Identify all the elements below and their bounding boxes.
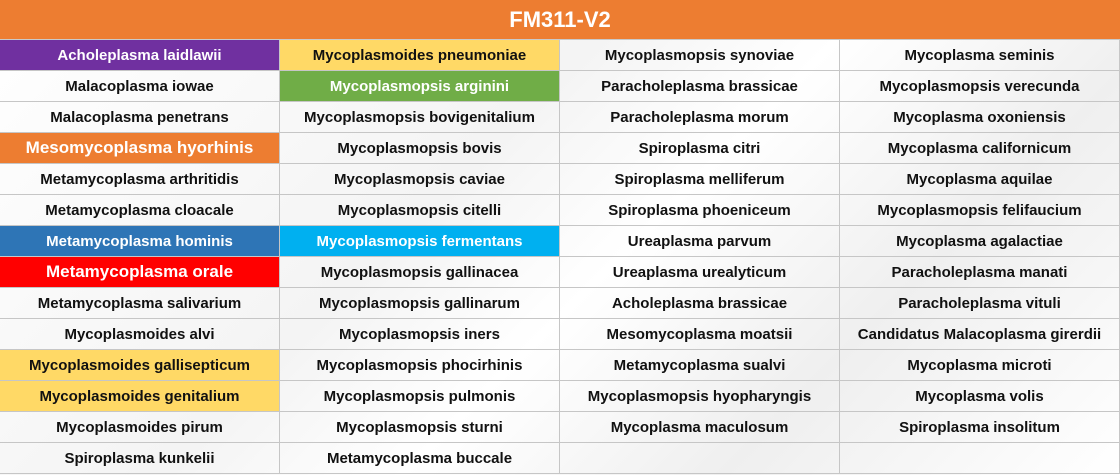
table-cell: Mycoplasma oxoniensis	[840, 102, 1120, 133]
table-cell: Mesomycoplasma moatsii	[560, 319, 840, 350]
table-cell: Mycoplasmoides genitalium	[0, 381, 280, 412]
table-cell: Metamycoplasma sualvi	[560, 350, 840, 381]
table-cell: Metamycoplasma buccale	[280, 443, 560, 474]
table-cell: Mycoplasma aquilae	[840, 164, 1120, 195]
table-cell: Mycoplasmopsis bovis	[280, 133, 560, 164]
table-cell: Spiroplasma melliferum	[560, 164, 840, 195]
table-cell: Mycoplasma volis	[840, 381, 1120, 412]
table-cell: Candidatus Malacoplasma girerdii	[840, 319, 1120, 350]
table-cell: Paracholeplasma brassicae	[560, 71, 840, 102]
table-cell: Mycoplasmopsis bovigenitalium	[280, 102, 560, 133]
table-cell: Mycoplasmopsis gallinacea	[280, 257, 560, 288]
table-cell: Acholeplasma brassicae	[560, 288, 840, 319]
table-cell: Ureaplasma parvum	[560, 226, 840, 257]
table-cell: Acholeplasma laidlawii	[0, 40, 280, 71]
table-title: FM311-V2	[0, 0, 1120, 40]
table-cell: Metamycoplasma orale	[0, 257, 280, 288]
table-cell: Mycoplasmopsis gallinarum	[280, 288, 560, 319]
table-cell: Metamycoplasma cloacale	[0, 195, 280, 226]
table-cell: Mycoplasma californicum	[840, 133, 1120, 164]
table-cell: Malacoplasma penetrans	[0, 102, 280, 133]
table-cell: Mycoplasmopsis hyopharyngis	[560, 381, 840, 412]
table-cell: Mesomycoplasma hyorhinis	[0, 133, 280, 164]
table-cell: Mycoplasmoides pirum	[0, 412, 280, 443]
table-cell: Mycoplasmopsis sturni	[280, 412, 560, 443]
table-cell: Mycoplasma maculosum	[560, 412, 840, 443]
table-cell: Paracholeplasma manati	[840, 257, 1120, 288]
table-cell: Mycoplasmopsis synoviae	[560, 40, 840, 71]
table-cell: Mycoplasmopsis pulmonis	[280, 381, 560, 412]
table-cell: Mycoplasmopsis arginini	[280, 71, 560, 102]
table-cell: Mycoplasmopsis felifaucium	[840, 195, 1120, 226]
table-cell: Paracholeplasma morum	[560, 102, 840, 133]
table-cell: Metamycoplasma hominis	[0, 226, 280, 257]
table-cell: Mycoplasmopsis caviae	[280, 164, 560, 195]
table-cell: Mycoplasma microti	[840, 350, 1120, 381]
table-cell: Spiroplasma insolitum	[840, 412, 1120, 443]
table-cell: Paracholeplasma vituli	[840, 288, 1120, 319]
table-cell: Metamycoplasma salivarium	[0, 288, 280, 319]
table-cell: Malacoplasma iowae	[0, 71, 280, 102]
table-cell: Spiroplasma phoeniceum	[560, 195, 840, 226]
table-cell: Mycoplasma agalactiae	[840, 226, 1120, 257]
table-cell: Spiroplasma citri	[560, 133, 840, 164]
table-cell	[560, 443, 840, 474]
table-cell: Mycoplasmopsis iners	[280, 319, 560, 350]
table-cell: Spiroplasma kunkelii	[0, 443, 280, 474]
species-grid	[0, 40, 1120, 474]
table-cell: Mycoplasmopsis verecunda	[840, 71, 1120, 102]
table-cell: Mycoplasmoides alvi	[0, 319, 280, 350]
table-cell: Mycoplasmoides gallisepticum	[0, 350, 280, 381]
table-cell: Mycoplasmopsis phocirhinis	[280, 350, 560, 381]
table-cell: Mycoplasmoides pneumoniae	[280, 40, 560, 71]
table-cell	[840, 443, 1120, 474]
table-cell: Mycoplasmopsis fermentans	[280, 226, 560, 257]
table-cell: Mycoplasmopsis citelli	[280, 195, 560, 226]
table-cell: Metamycoplasma arthritidis	[0, 164, 280, 195]
table-cell: Mycoplasma seminis	[840, 40, 1120, 71]
table-cell: Ureaplasma urealyticum	[560, 257, 840, 288]
